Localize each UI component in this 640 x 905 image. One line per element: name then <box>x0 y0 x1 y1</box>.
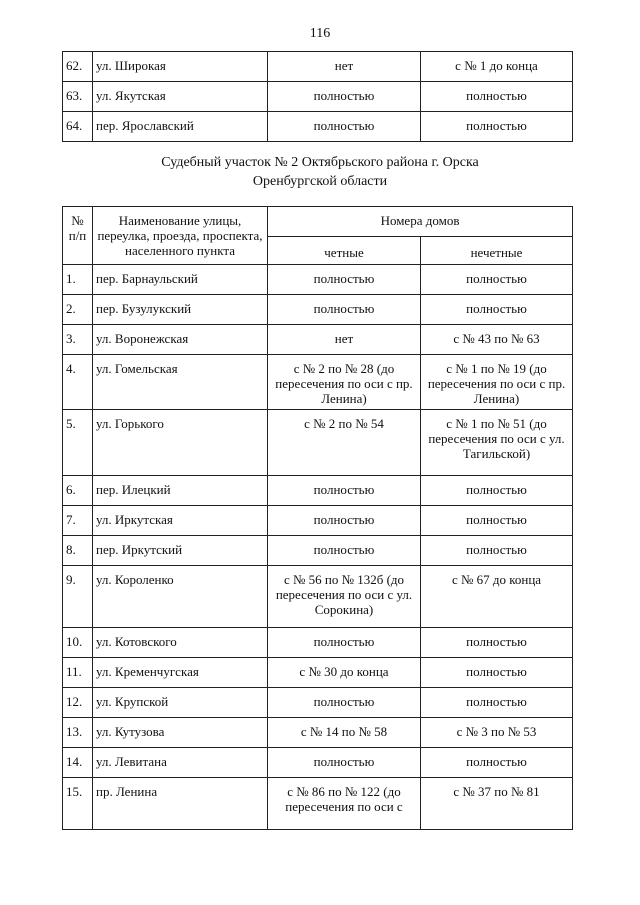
even-houses: полностью <box>268 536 421 566</box>
even-houses: полностью <box>268 295 421 325</box>
odd-houses: полностью <box>421 628 573 658</box>
odd-houses: с № 67 до конца <box>421 566 573 628</box>
header-row <box>63 207 573 237</box>
table-row <box>63 325 573 355</box>
street-name: пер. Илецкий <box>93 476 268 506</box>
odd-houses: полностью <box>421 82 573 112</box>
row-number: 62. <box>63 52 93 82</box>
even-houses: полностью <box>268 112 421 142</box>
even-houses: с № 2 по № 28 (до пересечения по оси с пр. Ленина) <box>268 355 421 410</box>
even-houses: с № 56 по № 132б (до пересечения по оси с ул. Сорокина) <box>268 566 421 628</box>
even-houses: нет <box>268 52 421 82</box>
odd-houses: с № 37 по № 81 <box>421 778 573 830</box>
row-number: 9. <box>63 566 93 628</box>
even-houses: полностью <box>268 265 421 295</box>
odd-houses: полностью <box>421 658 573 688</box>
odd-houses: полностью <box>421 506 573 536</box>
row-number: 8. <box>63 536 93 566</box>
odd-houses: полностью <box>421 265 573 295</box>
odd-houses: с № 43 по № 63 <box>421 325 573 355</box>
row-number: 3. <box>63 325 93 355</box>
row-number: 10. <box>63 628 93 658</box>
row-number: 7. <box>63 506 93 536</box>
odd-houses: полностью <box>421 688 573 718</box>
even-houses: с № 86 по № 122 (до пересечения по оси с <box>268 778 421 830</box>
header-even: четные <box>268 237 421 265</box>
row-number: 14. <box>63 748 93 778</box>
table-row <box>63 355 573 410</box>
table-row <box>63 82 573 112</box>
even-houses: полностью <box>268 476 421 506</box>
table-row <box>63 688 573 718</box>
table-row <box>63 410 573 476</box>
table-row <box>63 718 573 748</box>
row-number: 11. <box>63 658 93 688</box>
street-name: пер. Бузулукский <box>93 295 268 325</box>
even-houses: с № 2 по № 54 <box>268 410 421 476</box>
street-name: ул. Гомельская <box>93 355 268 410</box>
row-number: 13. <box>63 718 93 748</box>
street-name: ул. Якутская <box>93 82 268 112</box>
odd-houses: полностью <box>421 748 573 778</box>
table-row <box>63 778 573 830</box>
row-number: 63. <box>63 82 93 112</box>
header-street: Наименование улицы, переулка, проезда, проспекта, населенного пункта <box>93 207 268 265</box>
odd-houses: с № 1 по № 51 (до пересечения по оси с ул. Тагильской) <box>421 410 573 476</box>
street-name: ул. Воронежская <box>93 325 268 355</box>
table-row <box>63 748 573 778</box>
even-houses: полностью <box>268 688 421 718</box>
odd-houses: полностью <box>421 112 573 142</box>
row-number: 5. <box>63 410 93 476</box>
continuation-table <box>62 51 573 142</box>
street-name: ул. Котовского <box>93 628 268 658</box>
street-name: пер. Ярославский <box>93 112 268 142</box>
header-houses: Номера домов <box>268 207 573 237</box>
odd-houses: с № 1 до конца <box>421 52 573 82</box>
even-houses: полностью <box>268 82 421 112</box>
street-name: ул. Кутузова <box>93 718 268 748</box>
even-houses: полностью <box>268 506 421 536</box>
even-houses: нет <box>268 325 421 355</box>
table-row <box>63 536 573 566</box>
table-row <box>63 265 573 295</box>
street-name: пр. Ленина <box>93 778 268 830</box>
section-heading <box>0 153 640 191</box>
section-heading-line1: Судебный участок № 2 Октябрьского района г. Орска <box>161 155 479 170</box>
odd-houses: полностью <box>421 295 573 325</box>
street-name: ул. Горького <box>93 410 268 476</box>
street-name: ул. Левитана <box>93 748 268 778</box>
street-name: ул. Кременчугская <box>93 658 268 688</box>
section-heading-line2: Оренбургской области <box>252 174 388 189</box>
row-number: 4. <box>63 355 93 410</box>
row-number: 6. <box>63 476 93 506</box>
street-name: пер. Барнаульский <box>93 265 268 295</box>
header-odd: нечетные <box>421 237 573 265</box>
street-name: ул. Крупской <box>93 688 268 718</box>
odd-houses: с № 1 по № 19 (до пересечения по оси с пр. Ленина) <box>421 355 573 410</box>
street-name: пер. Иркутский <box>93 536 268 566</box>
table-row <box>63 52 573 82</box>
table-row <box>63 506 573 536</box>
odd-houses: с № 3 по № 53 <box>421 718 573 748</box>
street-table <box>62 206 573 830</box>
row-number: 12. <box>63 688 93 718</box>
street-name: ул. Короленко <box>93 566 268 628</box>
table-row <box>63 476 573 506</box>
row-number: 64. <box>63 112 93 142</box>
odd-houses: полностью <box>421 536 573 566</box>
table-row <box>63 628 573 658</box>
table-row <box>63 566 573 628</box>
even-houses: полностью <box>268 628 421 658</box>
table-row <box>63 295 573 325</box>
odd-houses: полностью <box>421 476 573 506</box>
table-row <box>63 112 573 142</box>
header-num: № п/п <box>63 207 93 265</box>
row-number: 1. <box>63 265 93 295</box>
row-number: 15. <box>63 778 93 830</box>
row-number: 2. <box>63 295 93 325</box>
table-row <box>63 658 573 688</box>
even-houses: с № 30 до конца <box>268 658 421 688</box>
street-name: ул. Широкая <box>93 52 268 82</box>
page-number: 116 <box>309 26 331 41</box>
even-houses: с № 14 по № 58 <box>268 718 421 748</box>
street-name: ул. Иркутская <box>93 506 268 536</box>
even-houses: полностью <box>268 748 421 778</box>
